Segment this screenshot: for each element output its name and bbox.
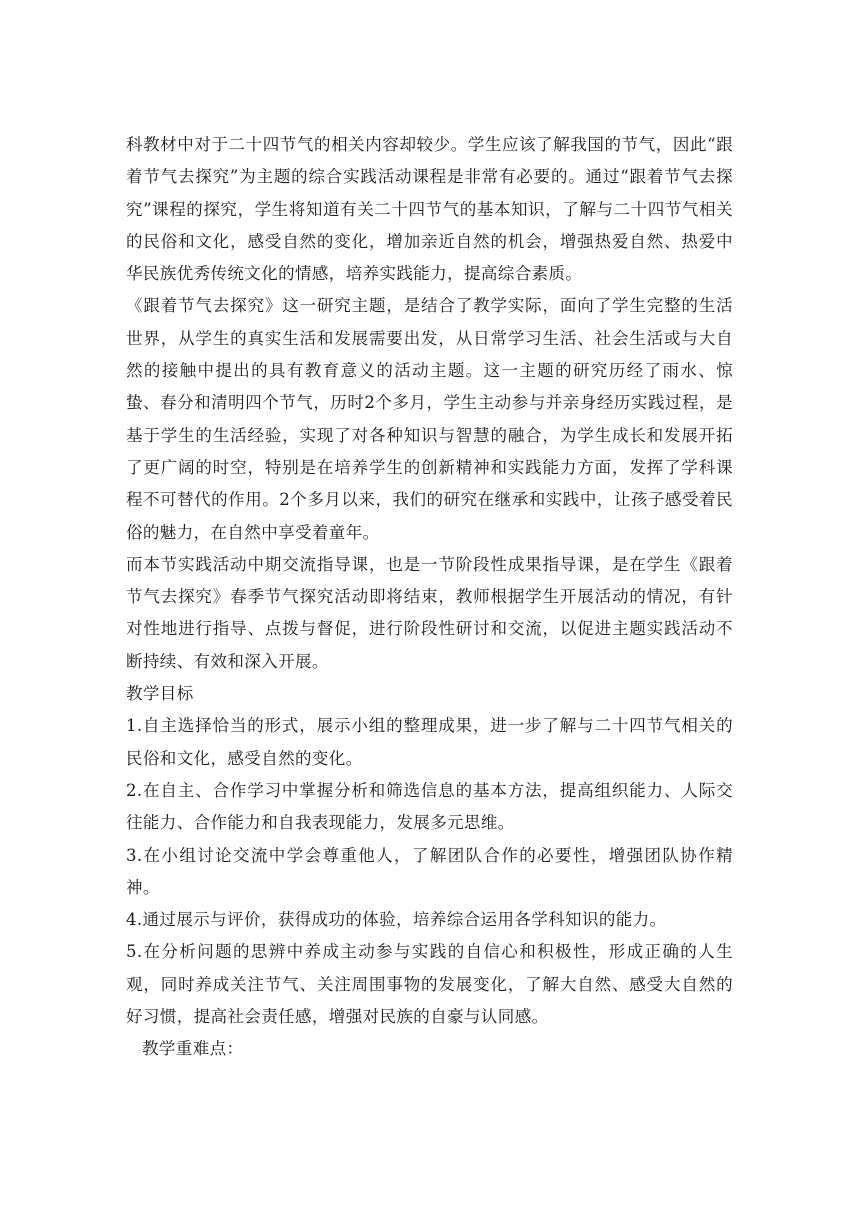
lesson-paragraph: 而本节实践活动中期交流指导课，也是一节阶段性成果指导课，是在学生《跟着节气去探究》春季节气探究活动即将结束，教师根据学生开展活动的情况，有针对性地进行指导、点拨与督促，进行阶段性研讨和交流，以促进主题实践活动不断持续、有效和深入开展。: [126, 554, 733, 671]
difficulties-heading: 教学重难点：: [142, 1039, 244, 1059]
intro-paragraph: 科教材中对于二十四节气的相关内容却较少。学生应该了解我国的节气，因此“跟着节气去探究”为主题的综合实践活动课程是非常有必要的。通过“跟着节气去探究”课程的探究，学生将知道有关二十四节气的基本知识，了解与二十四节气相关的民俗和文化，感受自然的变化，增加亲近自然的机会，增强热爱自然、热爱中华民族优秀传统文化的情感，培养实践能力，提高综合素质。: [126, 135, 733, 284]
objective-item-2: 2.在自主、合作学习中掌握分析和筛选信息的基本方法，提高组织能力、人际交往能力、合作能力和自我表现能力，发展多元思维。: [126, 780, 733, 833]
objective-item-4: 4.通过展示与评价，获得成功的体验，培养综合运用各学科知识的能力。: [126, 910, 667, 930]
objective-item-3: 3.在小组讨论交流中学会尊重他人，了解团队合作的必要性，增强团队协作精神。: [126, 845, 733, 897]
objective-item-1: 1.自主选择恰当的形式，展示小组的整理成果，进一步了解与二十四节气相关的民俗和文化，感受自然的变化。: [126, 716, 733, 768]
document-body: [126, 129, 733, 1066]
objective-item-5: 5.在分析问题的思辨中养成主动参与实践的自信心和积极性，形成正确的人生观，同时养成关注节气、关注周围事物的发展变化，了解大自然、感受大自然的好习惯，提高社会责任感，增强对民族的自豪与认同感。: [126, 942, 733, 1027]
objectives-heading: 教学目标: [126, 684, 194, 704]
topic-paragraph: 《跟着节气去探究》这一研究主题，是结合了教学实际，面向了学生完整的生活世界，从学生的真实生活和发展需要出发，从日常学习生活、社会生活或与大自然的接触中提出的具有教育意义的活动主题。这一主题的研究历经了雨水、惊蛰、春分和清明四个节气，历时2个多月，学生主动参与并亲身经历实践过程，是基于学生的生活经验，实现了对各种知识与智慧的融合，为学生成长和发展开拓了更广阔的时空，特别是在培养学生的创新精神和实践能力方面，发挥了学科课程不可替代的作用。2个多月以来，我们的研究在继承和实践中，让孩子感受着民俗的魅力，在自然中享受着童年。: [126, 296, 733, 542]
